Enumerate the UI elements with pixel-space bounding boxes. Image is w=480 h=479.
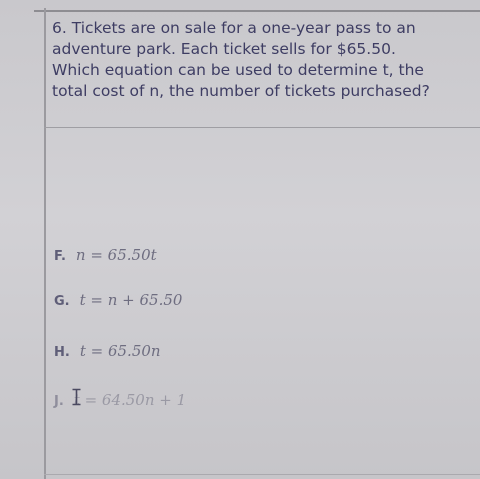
choice-equation: t = n + 65.50 [79,291,183,309]
answer-choice-h[interactable] [54,342,161,360]
answer-choice-f[interactable] [54,246,157,264]
choice-letter: G. [54,294,70,309]
question-line: total cost of n, the number of tickets purchased? [52,82,430,100]
question-line: 6. Tickets are on sale for a one-year pass to an [52,19,416,37]
choice-equation: n = 65.50t [75,246,157,264]
text-cursor-icon [71,388,82,406]
question-text [52,18,477,102]
divider [44,127,480,128]
choice-letter: J. [54,394,64,409]
choice-letter: F. [54,249,66,264]
choice-equation: t = 65.50n [79,342,161,360]
choice-letter: H. [54,345,70,360]
top-border [34,0,480,12]
choice-equation: t = 64.50n + 1 [73,391,187,409]
question-line: Which equation can be used to determine t, the [52,61,424,79]
left-border [44,8,46,479]
question-line: adventure park. Each ticket sells for $65.50. [52,40,396,58]
bottom-border [44,474,480,475]
answer-choice-g[interactable] [54,291,182,309]
